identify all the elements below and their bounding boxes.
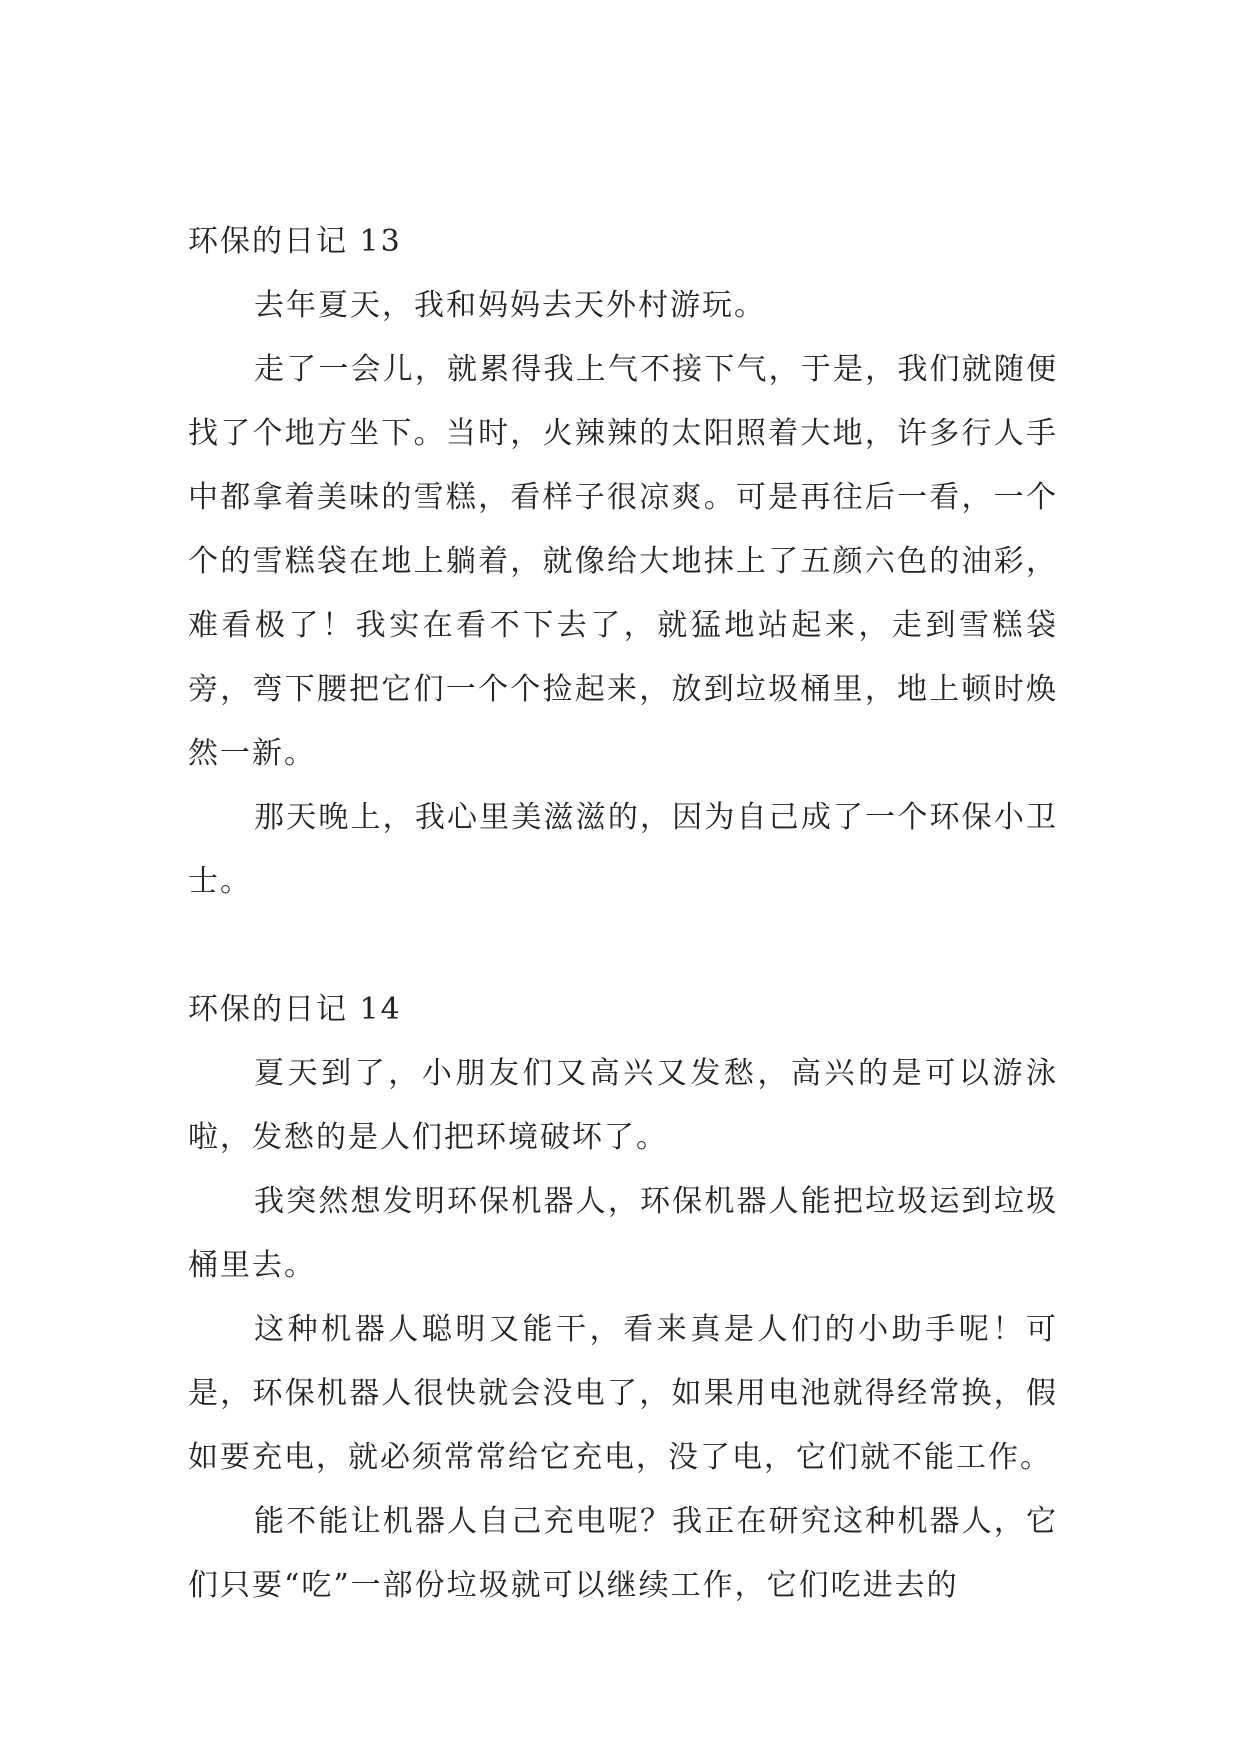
diary-section-14 bbox=[188, 978, 1058, 1618]
paragraph: 走了一会儿，就累得我上气不接下气，于是，我们就随便找了个地方坐下。当时，火辣辣的太阳照着大地，许多行人手中都拿着美味的雪糕，看样子很凉爽。可是再往后一看，一个个的雪糕袋在地上躺着，就像给大地抹上了五颜六色的油彩，难看极了！我实在看不下去了，就猛地站起来，走到雪糕袋旁，弯下腰把它们一个个捡起来，放到垃圾桶里，地上顿时焕然一新。 bbox=[188, 352, 1058, 771]
paragraph: 那天晚上，我心里美滋滋的，因为自己成了一个环保小卫士。 bbox=[188, 800, 1058, 899]
paragraph: 夏天到了，小朋友们又高兴又发愁，高兴的是可以游泳啦，发愁的是人们把环境破坏了。 bbox=[188, 1056, 1058, 1155]
diary-section-13 bbox=[188, 210, 1058, 914]
section-title: 环保的日记 14 bbox=[188, 992, 402, 1027]
section-spacer bbox=[188, 914, 1058, 978]
paragraph: 能不能让机器人自己充电呢？我正在研究这种机器人，它们只要“吃”一部份垃圾就可以继续工作，它们吃进去的 bbox=[188, 1504, 1058, 1603]
section-title: 环保的日记 13 bbox=[188, 224, 402, 259]
paragraph: 我突然想发明环保机器人，环保机器人能把垃圾运到垃圾桶里去。 bbox=[188, 1184, 1058, 1283]
paragraph: 这种机器人聪明又能干，看来真是人们的小助手呢！可是，环保机器人很快就会没电了，如果用电池就得经常换，假如要充电，就必须常常给它充电，没了电，它们就不能工作。 bbox=[188, 1312, 1058, 1475]
document-body bbox=[188, 210, 1058, 1618]
paragraph: 去年夏天，我和妈妈去天外村游玩。 bbox=[254, 288, 766, 323]
